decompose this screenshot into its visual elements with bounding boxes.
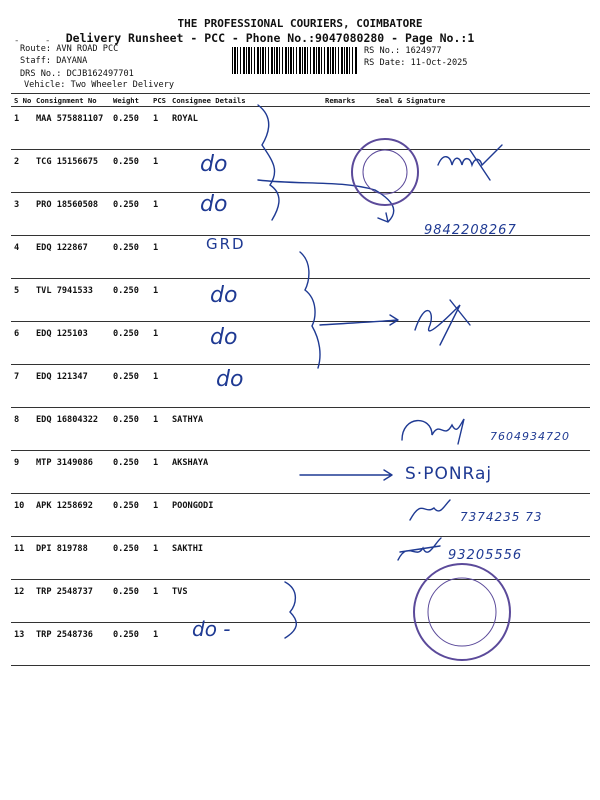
barcode — [232, 47, 358, 74]
cell-consignee: TVS — [169, 580, 322, 623]
cell-remarks — [322, 580, 366, 623]
phone-row-10: 7374235 73 — [460, 510, 543, 524]
cell-pcs: 1 — [150, 580, 169, 623]
cell-weight: 0.250 — [110, 623, 150, 666]
col-pcs: PCS — [150, 94, 169, 107]
cell-sno: 10 — [11, 494, 33, 537]
dash-mark-left-2: - — [45, 36, 51, 46]
cell-remarks — [322, 236, 366, 279]
cell-sno: 3 — [11, 193, 33, 236]
cell-weight: 0.250 — [110, 537, 150, 580]
cell-pcs: 1 — [150, 365, 169, 408]
cell-pcs: 1 — [150, 623, 169, 666]
table-row — [11, 107, 590, 150]
cell-consignment: PRO 18560508 — [33, 193, 110, 236]
cell-weight: 0.250 — [110, 494, 150, 537]
dash-mark-left: - — [14, 36, 20, 46]
cell-remarks — [322, 408, 366, 451]
cell-sno: 11 — [11, 537, 33, 580]
cell-sno: 7 — [11, 365, 33, 408]
cell-consignee: POONGODI — [169, 494, 322, 537]
cell-consignee — [169, 150, 322, 193]
cell-remarks — [322, 322, 366, 365]
cell-weight: 0.250 — [110, 580, 150, 623]
table-row — [11, 236, 590, 279]
cell-remarks — [322, 537, 366, 580]
cell-remarks — [322, 193, 366, 236]
rs-number: RS No.: 1624977 — [364, 46, 442, 56]
cell-sno: 9 — [11, 451, 33, 494]
vehicle-label: Vehicle: Two Wheeler Delivery — [24, 80, 175, 90]
cell-consignee — [169, 193, 322, 236]
route-label: Route: AVN ROAD PCC — [20, 44, 119, 54]
company-title: THE PROFESSIONAL COURIERS, COIMBATORE — [177, 17, 423, 30]
col-weight: Weight — [110, 94, 150, 107]
cell-pcs: 1 — [150, 236, 169, 279]
col-sno: S No — [11, 94, 33, 107]
phone-row-8: 7604934720 — [490, 430, 570, 443]
cell-remarks — [322, 279, 366, 322]
cell-consignment: MAA 575881107 — [33, 107, 110, 150]
table-row — [11, 408, 590, 451]
cell-seal — [366, 150, 590, 193]
cell-consignment: TVL 7941533 — [33, 279, 110, 322]
cell-seal — [366, 107, 590, 150]
cell-seal — [366, 236, 590, 279]
cell-consignment: EDQ 16804322 — [33, 408, 110, 451]
cell-sno: 8 — [11, 408, 33, 451]
runsheet-table — [11, 93, 590, 666]
cell-remarks — [322, 623, 366, 666]
cell-consignment: TRP 2548737 — [33, 580, 110, 623]
cell-consignment: EDQ 122867 — [33, 236, 110, 279]
cell-pcs: 1 — [150, 537, 169, 580]
name-row-10: S·PONRaj — [405, 464, 493, 484]
cell-weight: 0.250 — [110, 193, 150, 236]
runsheet-subtitle: Delivery Runsheet - PCC - Phone No.:9047080280 - Page No.:1 — [65, 31, 475, 45]
cell-weight: 0.250 — [110, 279, 150, 322]
cell-sno: 2 — [11, 150, 33, 193]
cell-seal — [366, 322, 590, 365]
ditto-row-6: do — [210, 325, 238, 350]
cell-pcs: 1 — [150, 193, 169, 236]
cell-seal — [366, 365, 590, 408]
cell-remarks — [322, 494, 366, 537]
cell-remarks — [322, 107, 366, 150]
cell-sno: 12 — [11, 580, 33, 623]
table-row — [11, 150, 590, 193]
ditto-row-7: do — [216, 367, 244, 392]
table-row — [11, 322, 590, 365]
cell-sno: 4 — [11, 236, 33, 279]
ditto-row-13: do - — [192, 617, 231, 641]
cell-sno: 1 — [11, 107, 33, 150]
table-row — [11, 451, 590, 494]
cell-pcs: 1 — [150, 150, 169, 193]
cell-consignment: EDQ 121347 — [33, 365, 110, 408]
table-row — [11, 365, 590, 408]
cell-pcs: 1 — [150, 494, 169, 537]
col-seal: Seal & Signature — [366, 94, 590, 107]
cell-remarks — [322, 150, 366, 193]
cell-consignee: SATHYA — [169, 408, 322, 451]
cell-consignment: MTP 3149086 — [33, 451, 110, 494]
cell-weight: 0.250 — [110, 451, 150, 494]
rs-date: RS Date: 11-Oct-2025 — [364, 58, 468, 68]
cell-consignment: TRP 2548736 — [33, 623, 110, 666]
table-row — [11, 623, 590, 666]
cell-weight: 0.250 — [110, 107, 150, 150]
cell-consignment: DPI 819788 — [33, 537, 110, 580]
cell-weight: 0.250 — [110, 322, 150, 365]
col-consignee: Consignee Details — [169, 94, 322, 107]
cell-seal — [366, 580, 590, 623]
cell-weight: 0.250 — [110, 236, 150, 279]
grd-note: GRD — [206, 235, 246, 253]
cell-consignee — [169, 365, 322, 408]
cell-consignee — [169, 279, 322, 322]
phone-row-11: 93205556 — [448, 548, 523, 563]
cell-seal — [366, 279, 590, 322]
cell-weight: 0.250 — [110, 365, 150, 408]
cell-sno: 5 — [11, 279, 33, 322]
cell-consignee: AKSHAYA — [169, 451, 322, 494]
cell-consignment: APK 1258692 — [33, 494, 110, 537]
cell-consignee — [169, 322, 322, 365]
cell-consignee: SAKTHI — [169, 537, 322, 580]
phone-row-4: 9842208267 — [424, 223, 517, 238]
cell-consignee: ROYAL — [169, 107, 322, 150]
cell-remarks — [322, 365, 366, 408]
ditto-row-2: do — [200, 152, 228, 177]
cell-weight: 0.250 — [110, 408, 150, 451]
cell-pcs: 1 — [150, 408, 169, 451]
cell-weight: 0.250 — [110, 150, 150, 193]
ditto-row-5: do — [210, 283, 238, 308]
cell-seal — [366, 408, 590, 451]
cell-remarks — [322, 451, 366, 494]
table-row — [11, 580, 590, 623]
table-row — [11, 279, 590, 322]
col-remarks: Remarks — [322, 94, 366, 107]
cell-pcs: 1 — [150, 107, 169, 150]
cell-seal — [366, 623, 590, 666]
cell-pcs: 1 — [150, 322, 169, 365]
cell-consignment: TCG 15156675 — [33, 150, 110, 193]
cell-consignment: EDQ 125103 — [33, 322, 110, 365]
table-header-row — [11, 94, 590, 107]
col-consignment: Consignment No — [33, 94, 110, 107]
cell-sno: 6 — [11, 322, 33, 365]
cell-pcs: 1 — [150, 279, 169, 322]
cell-sno: 13 — [11, 623, 33, 666]
staff-label: Staff: DAYANA — [20, 56, 88, 66]
ditto-row-3: do — [200, 192, 228, 217]
drs-number: DRS No.: DCJB162497701 — [20, 69, 134, 79]
cell-pcs: 1 — [150, 451, 169, 494]
